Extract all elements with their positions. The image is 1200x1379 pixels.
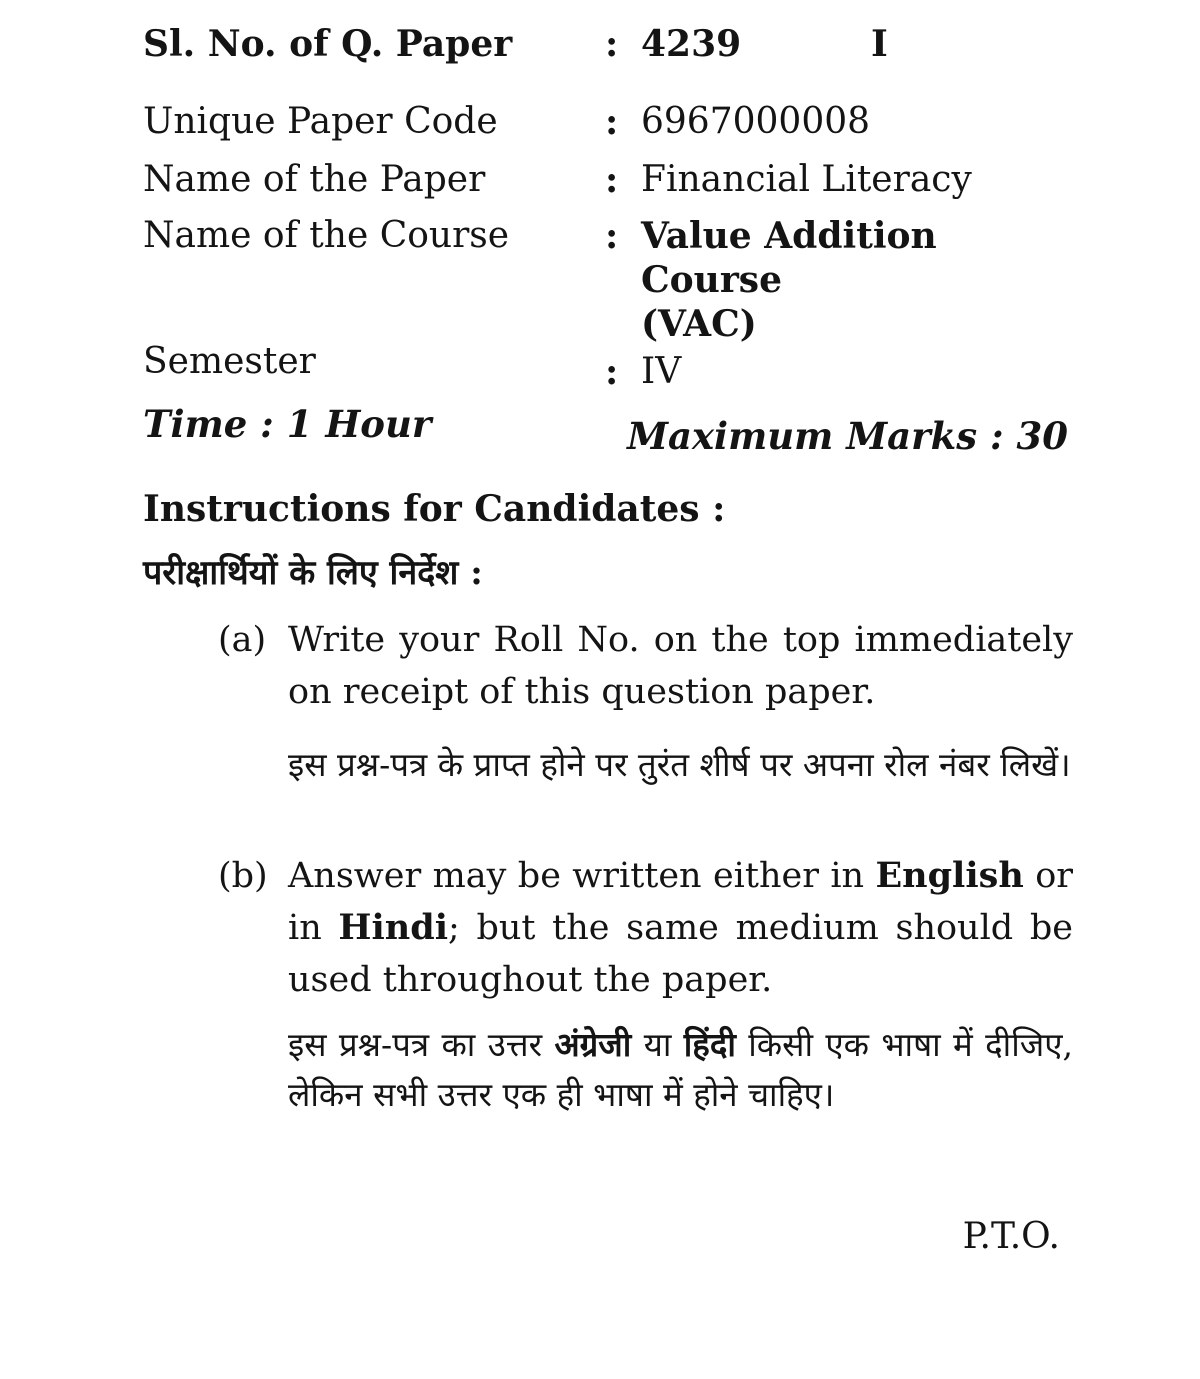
instructions-heading: Instructions for Candidates : — [143, 488, 726, 530]
paper-name-label: Name of the Paper — [143, 159, 486, 200]
course-name-colon: : — [605, 215, 619, 257]
instruction-hindi-b-mid: या — [631, 1025, 684, 1064]
serial-number-colon: : — [605, 23, 619, 65]
instruction-hindi-b — [288, 1020, 1073, 1120]
maximum-marks: Maximum Marks : 30 — [627, 414, 1068, 458]
semester-label: Semester — [143, 341, 316, 382]
instruction-hindi-b-hindi: हिंदी — [683, 1025, 736, 1064]
paper-code-colon: : — [605, 101, 619, 143]
instruction-marker-a: (a) — [218, 620, 267, 660]
instruction-text-b — [288, 850, 1073, 1006]
course-name-label: Name of the Course — [143, 215, 510, 256]
paper-code-label: Unique Paper Code — [143, 101, 498, 142]
instruction-hindi-b-post: किसी एक भाषा में दीजिए, लेकिन सभी उत्तर एक ही भाषा में होने चाहिए। — [288, 1025, 1073, 1114]
instruction-text-b-english: English — [875, 855, 1024, 896]
instruction-text-b-post: ; but the same medium should be used throughout the paper. — [288, 908, 1073, 1000]
instruction-hindi-b-pre: इस प्रश्न-पत्र का उत्तर — [288, 1025, 555, 1064]
instruction-text-b-pre: Answer may be written either in — [288, 856, 876, 896]
please-turn-over: P.T.O. — [962, 1216, 1060, 1257]
instructions-heading-hindi: परीक्षार्थियों के लिए निर्देश : — [143, 553, 483, 593]
instruction-text-b-hindi: Hindi — [338, 907, 449, 948]
serial-number-value: 4239 — [641, 23, 742, 65]
instruction-hindi-a: इस प्रश्न-पत्र के प्राप्त होने पर तुरंत शीर्ष पर अपना रोल नंबर लिखें। — [288, 745, 1071, 784]
paper-name-colon: : — [605, 159, 619, 201]
course-name-value-line1: Value Addition Course — [641, 215, 937, 301]
time-allowed: Time : 1 Hour — [143, 402, 432, 446]
instruction-text-b-mid: or in — [288, 856, 1073, 948]
course-name-value-line2: (VAC) — [641, 303, 757, 345]
instruction-hindi-b-english: अंग्रेजी — [554, 1025, 632, 1064]
semester-value: IV — [641, 351, 682, 392]
semester-colon: : — [605, 351, 619, 393]
instruction-text-a: Write your Roll No. on the top immediately on receipt of this question paper. — [288, 620, 1073, 712]
serial-number-label: Sl. No. of Q. Paper — [143, 23, 513, 65]
paper-code-value: 6967000008 — [641, 101, 871, 142]
paper-name-value: Financial Literacy — [641, 159, 972, 200]
set-marker: I — [871, 23, 888, 65]
course-name-value — [641, 214, 1081, 346]
instruction-marker-b: (b) — [218, 856, 268, 896]
